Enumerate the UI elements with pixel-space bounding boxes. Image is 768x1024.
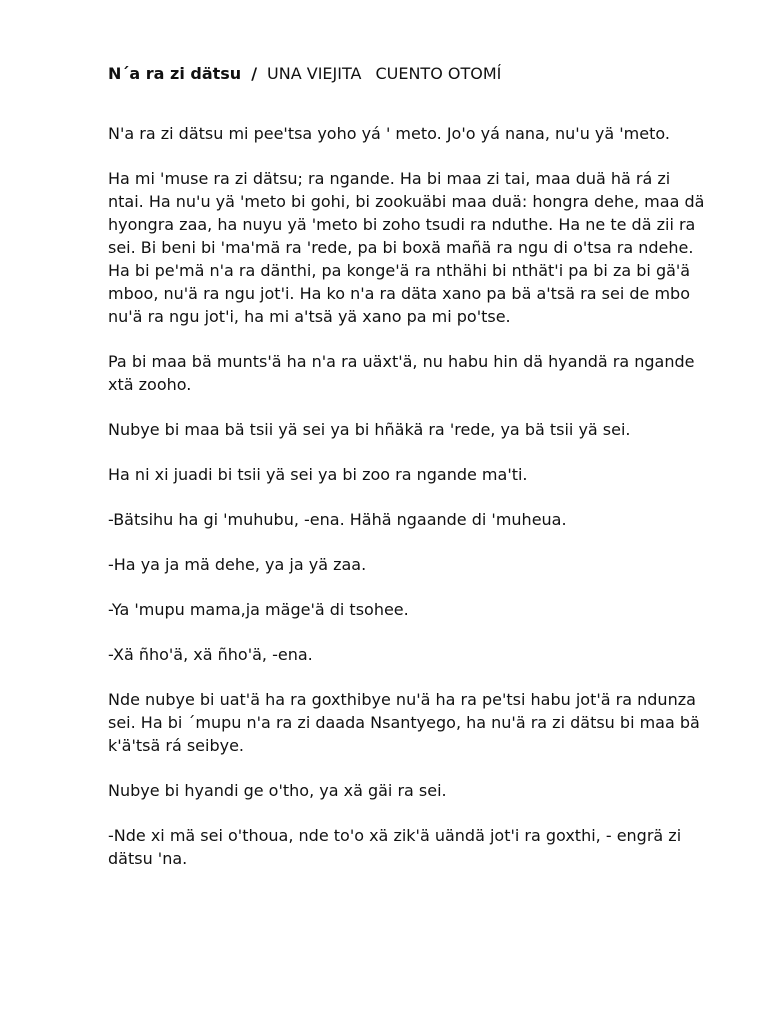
dialogue-line: -Bätsihu ha gi 'muhubu, -ena. Hähä ngaande di 'muheua. xyxy=(108,510,567,529)
paragraph-intro: N'a ra zi dätsu mi pee'tsa yoho yá ' meto. Jo'o yá nana, nu'u yä 'meto. xyxy=(108,124,670,143)
title-genre: CUENTO OTOMÍ xyxy=(375,64,502,83)
title-separator: / xyxy=(251,64,258,83)
paragraph-drunk: Ha ni xi juadi bi tsii yä sei ya bi zoo ra ngande ma'ti. xyxy=(108,465,528,484)
paragraph-waiting: Pa bi maa bä munts'ä ha n'a ra uäxt'ä, nu habu hin dä hyandä ra ngande xtä zooho. xyxy=(108,352,695,394)
paragraph-drinking: Nubye bi maa bä tsii yä sei ya bi hñäkä ra 'rede, ya bä tsii yä sei. xyxy=(108,420,631,439)
paragraph-discovery: Nubye bi hyandi ge o'tho, ya xä gäi ra sei. xyxy=(108,781,447,800)
document-title xyxy=(108,62,708,86)
dialogue-line: -Nde xi mä sei o'thoua, nde to'o xä zik'ä uändä jot'i ra goxthi, - engrä zi dätsu 'na. xyxy=(108,826,682,868)
dialogue-line: -Ya 'mupu mama,ja mäge'ä di tsohee. xyxy=(108,600,409,619)
title-spanish: UNA VIEJITA xyxy=(267,64,362,83)
paragraph-santiago: Nde nubye bi uat'ä ha ra goxthibye nu'ä ha ra pe'tsi habu jot'ä ra ndunza sei. Ha bi ´mupu n'a ra zi daada Nsantyego, ha nu'ä ra zi dätsu bi maa bä k'ä'tsä rá seibye. xyxy=(108,690,700,755)
paragraph-story: Ha mi 'muse ra zi dätsu; ra ngande. Ha bi maa zi tai, maa duä hä rá zi ntai. Ha nu'u yä 'meto bi gohi, bi zookuäbi maa duä: hongra dehe, maa dä hyongra zaa, ha nuyu yä 'meto bi zoho tsudi ra nduthe. Ha ne te dä zii ra sei. Bi beni bi 'ma'mä ra 'rede, pa bi boxä mañä ra ngu di o'tsa ra ndehe. Ha bi pe'mä n'a ra dänthi, pa konge'ä ra nthähi bi nthät'i pa bi za bi gä'ä mboo, nu'ä ra ngu jot'i. Ha ko n'a ra däta xano pa bä a'tsä ra sei de mbo nu'ä ra ngu jot'i, ha mi a'tsä yä xano pa mi po'tse. xyxy=(108,169,705,326)
dialogue-line: -Xä ñho'ä, xä ñho'ä, -ena. xyxy=(108,645,313,664)
title-otomi: N´a ra zi dätsu xyxy=(108,64,242,83)
dialogue-line: -Ha ya ja mä dehe, ya ja yä zaa. xyxy=(108,555,367,574)
